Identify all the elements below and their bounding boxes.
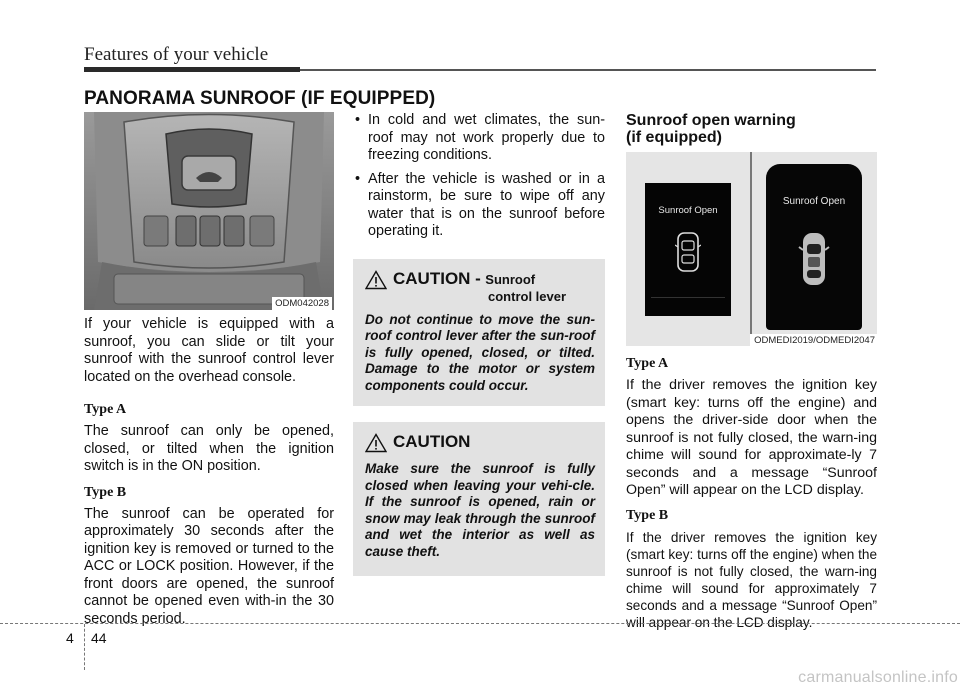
lcd-message: Sunroof Open xyxy=(658,205,718,216)
type-b-paragraph: If the driver removes the ignition key (smart key: turns off the engine) when the sunroof is not fully closed, the warn-ing chime will sound for approximately 7 seconds and a message “Sunroof Open” will appear on the LCD display. xyxy=(626,529,877,630)
caution-text: Do not continue to move the sun-roof control lever after the sun-roof is fully opened, closed, or tilted. Damage to the motor or system components could occur. xyxy=(365,311,595,393)
caution-header xyxy=(365,269,595,304)
warning-triangle-icon xyxy=(365,433,387,453)
type-a-paragraph: If the driver removes the ignition key (smart key: turns off the engine) and opens the driver-side door when the sunroof is not fully closed, the warn-ing chime will sound for approximate-ly 7 seconds and a message “Sunroof Open” will appear on the LCD display. xyxy=(626,377,877,498)
caution-subtitle-2: control lever xyxy=(488,288,567,304)
caution-title: CAUTION xyxy=(393,432,471,451)
lcd-display-figure xyxy=(626,152,877,346)
overhead-console-illustration xyxy=(84,112,334,310)
caution-subtitle: Sunroof xyxy=(485,271,536,287)
caution-title: CAUTION - xyxy=(393,268,481,288)
type-b-paragraph: The sunroof can be operated for approximately 30 seconds after the ignition key is removed or turned to the ACC or LOCK position. However, if the front doors are opened, the sunroof cannot be opened even with-in the 30 seconds period. xyxy=(84,505,334,627)
type-a-heading: Type A xyxy=(626,356,669,371)
middle-column xyxy=(353,112,605,576)
header-rule-thin xyxy=(300,69,876,71)
subsection-title-2: (if equipped) xyxy=(626,129,722,146)
lcd-display-type-b xyxy=(766,164,862,330)
page-number: 44 xyxy=(91,630,107,646)
caution-header xyxy=(365,432,595,453)
type-a-paragraph: The sunroof can only be opened, closed, or tilted when the ignition switch is in the ON position. xyxy=(84,423,334,474)
type-b-heading: Type B xyxy=(84,484,127,500)
caution-text: Make sure the sunroof is fully closed when leaving your vehi-cle. If the sunroof is opened, rain or snow may leak through the sunroof and wet the interior as well as cause theft. xyxy=(365,461,595,559)
list-item: • After the vehicle is washed or in a rainstorm, be sure to wipe off any water that is on the sunroof before operating it. xyxy=(353,171,605,241)
caution-box-lever xyxy=(353,259,605,407)
type-b-heading: Type B xyxy=(626,507,669,523)
car-top-icon xyxy=(798,230,830,288)
header-rule-thick xyxy=(84,67,300,72)
list-item: • In cold and wet climates, the sun-roof may not work properly due to freezing conditions. xyxy=(353,112,605,165)
overhead-console-figure xyxy=(84,112,334,310)
subsection-title: Sunroof open warning xyxy=(626,112,796,129)
lcd-message: Sunroof Open xyxy=(782,196,846,207)
right-column xyxy=(626,112,877,631)
car-top-icon xyxy=(675,231,701,273)
warning-triangle-icon xyxy=(365,270,387,290)
lcd-display-type-a xyxy=(645,183,731,316)
notes-list xyxy=(353,112,605,241)
figure-divider xyxy=(750,152,752,346)
running-header: Features of your vehicle xyxy=(84,44,269,65)
caution-box-leaving xyxy=(353,422,605,576)
watermark: carmanualsonline.info xyxy=(798,669,958,686)
left-column xyxy=(84,112,334,628)
footer-divider xyxy=(84,624,85,670)
type-a-heading: Type A xyxy=(84,402,127,417)
figure-caption: ODM042028 xyxy=(272,297,332,310)
section-title: PANORAMA SUNROOF (IF EQUIPPED) xyxy=(84,88,436,109)
figure-caption: ODMEDI2019/ODMEDI2047 xyxy=(750,334,877,346)
chapter-number: 4 xyxy=(66,630,74,646)
footer-rule xyxy=(0,623,960,624)
intro-paragraph: If your vehicle is equipped with a sunroof, you can slide or tilt your sunroof with the sunroof control lever located on the overhead console. xyxy=(84,316,334,385)
